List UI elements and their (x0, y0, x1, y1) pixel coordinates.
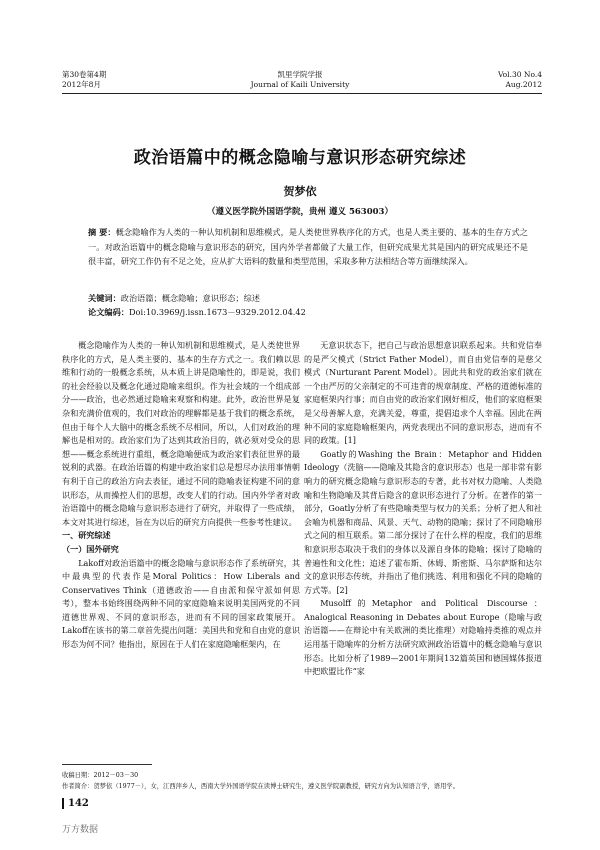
header-vol-date: Aug.2012 (505, 80, 542, 89)
keywords (88, 293, 260, 304)
keywords-text: 政治语篇；概念隐喻；意识形态；综述 (120, 293, 260, 303)
header-journal-cn: 凯里学院学报 (277, 70, 323, 79)
doi-text: Doi:10.3969/j.issn.1673－9329.2012.04.42 (128, 307, 306, 317)
body-paragraph: Goatly的Washing the Brain：Metaphor and Hidden Ideology（洗脑——隐喻及其隐含的意识形态）也是一部非常有影响力的研究概念隐喻与意识形态的专著，此书对权力隐喻、人类隐喻和生物隐喻及其背后隐含的意识形态进行了分析。在著作的第一部分，Goatly分析了有些隐喻类型与权力的关系；分析了把人和社会喻为机器和商品、风景、天气、动物的隐喻；探讨了不同隐喻形式之间的相互联系。第二部分探讨了在什么样的程度，我们的思维和意识形态取决于我们的身体以及源自身体的隐喻；探讨了隐喻的普遍性和文化性；追述了霍布斯、休姆、斯密斯、马尔萨斯和达尔文的意识形态传统，并指出了他们挑选、利用和强化不同的隐喻的方式等。[2] (304, 448, 542, 595)
body-paragraph: Musolff的Metaphor and Political Discourse：Analogical Reasoning in Debates about Europe（隐喻与政治语篇——在辩论中有关欧洲的类比推理）对隐喻持类推的观点并运用基于隐喻库的分析方法研究欧洲政治语篇中的概念隐喻与意识形态。比如分析了1989—2001年期间132篇英国和德国媒体报道中把欧盟比作“家 (304, 598, 542, 677)
running-header-vol (498, 70, 542, 90)
intro-paragraph: 概念隐喻作为人类的一种认知机制和思维模式，是人类使世界秩序化的方式，是人类主要的、基本的生存方式之一。我们赖以思维和行动的一般概念系统，从本质上讲是隐喻性的，即是说，我们的社会经验以及概念化通过隐喻来组织。作为社会域的一个组成部分——政治，也必然通过隐喻来观察和构建。此外，政治世界是复杂和充满价值观的，我们对政治的理解都是基于我们的概念系统，但由于每个人大脑中的概念系统不尽相同，所以，人们对政治的理解也是相对的。政治家们为了达到其政治目的，就必须对受众的思想——概念系统进行重组，概念隐喻便成为政治家们表征世界的最锐利的武器。在政治语篇的构建中政治家们总是想尽办法用事情朝有利于自己的政治方向去表征，通过不同的隐喻表征构建不同的意识形态，从而操控人们的思想，改变人们的行动。国内外学者对政治语篇中的概念隐喻与意识形态进行了研究，并取得了一些成绩，本文对其进行综述，旨在为以后的研究方向提供一些参考性建议。 (62, 340, 300, 527)
watermark: 万方数据 (62, 825, 99, 835)
abstract-label: 摘 要： (88, 227, 116, 237)
header-volume: 第30卷第4期 (62, 70, 107, 79)
body-paragraph: 无意识状态下，把自己与政治思想意识联系起来。共和党信奉的是严父模式（Strict Father Model），而自由党信奉的是慈父模式（Nurturant Parent Model）。因此共和党的政治家们就在一个由严厉的父亲制定的不可违背的规章制度、严格的道德标准的家庭框架内行事；而自由党的政治家们刚好相反，他们的家庭框架是父母善解人意，充满关爱，尊重，提倡追求个人幸福。因此在两种不同的家庭隐喻框架内，两党表现出不同的意识形态，进而有不同的政策。[1] (304, 340, 542, 446)
header-date: 2012年8月 (62, 80, 101, 89)
author-name: 贺梦依 (283, 185, 317, 198)
header-vol-no: Vol.30 No.4 (497, 70, 542, 79)
footnote-rule (62, 764, 152, 765)
body-paragraph: Lakoff对政治语篇中的概念隐喻与意识形态作了系统研究，其中最典型的代表作是Moral Politics：How Liberals and Conservatives Think（道德政治——自由派和保守派如何思考），整本书始终围绕两种不同的家庭隐喻来说明美国两党的不同道德世界观、不同的意识形态，进而有不同的国家政策展开。Lakoff在该书的第二章首先提出问题：美国共和党和自由党的意识形态为何不同？他指出，原因在于人们在家庭隐喻框架内，在 (62, 557, 300, 650)
header-rule (62, 93, 542, 94)
left-column (62, 339, 300, 652)
doi-label: 论文编码： (88, 307, 129, 317)
footnote-author-bio: 作者简介：贺梦依（1977－），女，江西萍乡人，西南大学外国语学院在读博士研究生，遵义医学院副教授，研究方向为认知语言学，语用学。 (62, 783, 459, 790)
author-affiliation: （遵义医学院外国语学院，贵州 遵义 563003） (207, 207, 393, 217)
footnote-received: 收稿日期：2012－03－30 (62, 772, 139, 779)
doi (88, 307, 306, 318)
keywords-label: 关键词： (88, 293, 121, 303)
page-number: 142 (62, 798, 89, 809)
subsection-heading: （一）国外研究 (62, 543, 119, 554)
section-heading: 一、研究综述 (62, 530, 111, 541)
header-journal-en: Journal of Kaili University (250, 80, 350, 89)
right-column (304, 339, 542, 679)
abstract (88, 225, 528, 269)
abstract-text: 概念隐喻作为人类的一种认知机制和思维模式，是人类使世界秩序化的方式，也是人类主要的、基本的生存方式之一。对政治语篇中的概念隐喻与意识形态的研究，国内外学者都做了大量工作，但研究成果尤其是国内的研究成果还不是很丰富，研究工作仍有不足之处，应从扩大语料的数量和类型范围，采取多种方法相结合等方面继续深入。 (88, 227, 528, 266)
article-title: 政治语篇中的概念隐喻与意识形态研究综述 (133, 148, 467, 168)
